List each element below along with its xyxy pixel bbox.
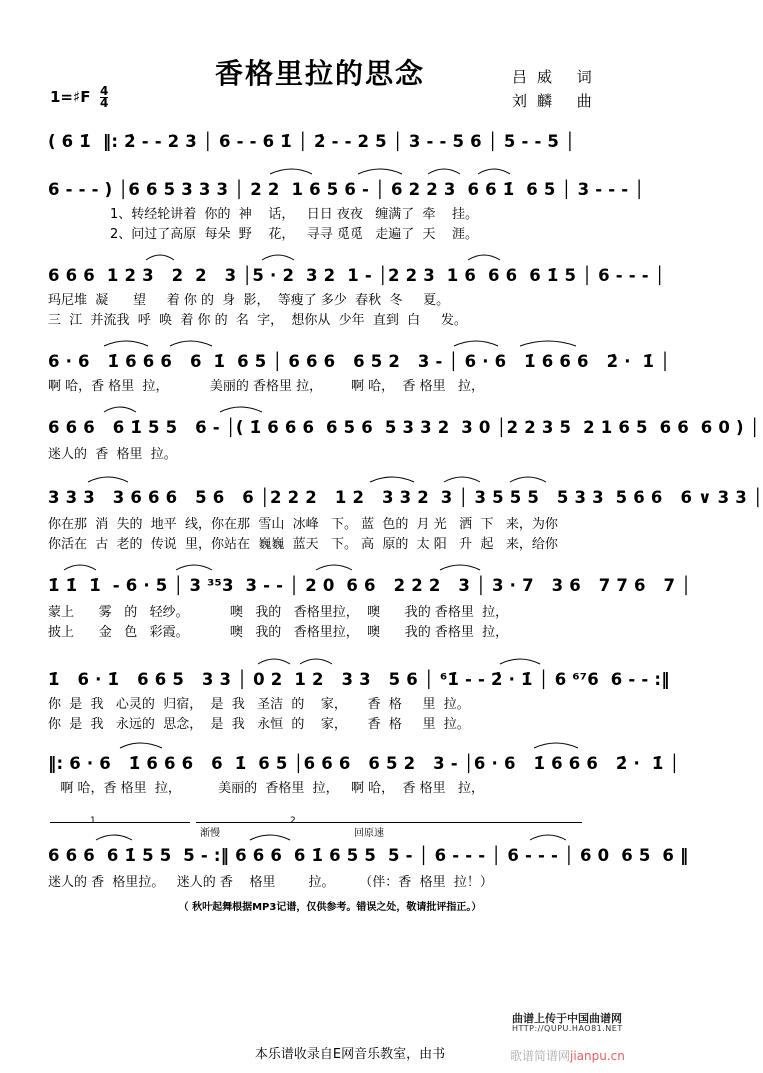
lyric-verse-1: 啊 哈，香 格里 拉， 美丽的 香格里 拉， 啊 哈， 香 格里 拉， [48, 379, 484, 394]
lyric-verse-1: 蒙上 雾 的 轻纱。 噢 我的 香格里拉， 噢 我的 香格里 拉， [48, 605, 509, 620]
watermark-site [510, 1047, 625, 1064]
composer-credit: 刘麟 曲 [512, 92, 602, 110]
tempo-ritardando: 渐慢 [200, 828, 220, 839]
first-ending-label: 1 [90, 816, 96, 826]
meter-top: 4 [100, 84, 109, 98]
slur-mark [258, 659, 290, 664]
slur-mark [444, 477, 480, 482]
watermark-site-url: jianpu.cn [570, 1049, 625, 1063]
slur-mark [520, 341, 576, 346]
slur-mark [530, 835, 566, 840]
lyric-verse-1: 迷人的 香 格里 拉。 [48, 447, 177, 462]
watermark-upload: 曲谱上传于中国曲谱网 [512, 1012, 622, 1025]
slur-mark [250, 835, 290, 840]
notation-line: 3 3 3 3 6 6 6 5 6 6 │2 2 2 1 2 3 3 2 3 │ 3 5 5 5 5 3 3 5 6 6 6 ∨ 3 3 │ [48, 488, 763, 507]
notation-line: 6 6 6 1 2 3 2 2 3 │5 · 2 3 2 1 - │2 2 3 1 6 6 6 6 1̇ 5 │ 6 - - - │ [48, 266, 665, 285]
slur-mark [478, 169, 510, 174]
lyric-verse-2: 2、问过了高原 每朵 野 花， 寻寻 觅觅 走遍了 天 涯。 [48, 227, 479, 242]
watermark-url: HTTP://QUPU.HAO81.NET [512, 1024, 623, 1033]
slur-mark [370, 477, 414, 482]
slur-mark [510, 477, 546, 482]
slur-mark [176, 565, 212, 570]
slur-mark [262, 255, 294, 260]
slur-mark [120, 743, 162, 748]
lyric-verse-2: 披上 金 色 彩霞。 噢 我的 香格里拉， 噢 我的 香格里 拉， [48, 625, 509, 640]
slur-mark [428, 169, 460, 174]
lyric-verse-1: 玛尼堆 凝 望 着 你 的 身 影， 等瘦了 多少 春秋 冬 夏。 [48, 293, 450, 308]
slur-mark [64, 565, 96, 570]
lyric-verse-1: 啊 哈，香 格里 拉， 美丽的 香格里 拉， 啊 哈， 香 格里 拉， [48, 781, 484, 796]
lyric-verse-2: 你活在 古 老的 传说 里，你站在 巍巍 蓝天 下。 高 原的 太 阳 升 起 来，给你 [48, 537, 558, 552]
lyric-verse-2: 三 江 并流我 呼 唤 着 你 的 名 字， 想你从 少年 直到 白 发。 [48, 313, 467, 328]
transcription-note: （ 秋叶起舞根据MP3记谱，仅供参考。错误之处，敬请批评指正。） [178, 902, 482, 913]
lyric-verse-1: 你在那 消 失的 地平 线，你在那 雪山 冰峰 下。 蓝 色的 月 光 洒 下 来，为你 [48, 517, 558, 532]
slur-mark [440, 565, 480, 570]
notation-line: 6 6 6 6 1̇ 5 5 5 - :‖ 6 6 6 6 1̇ 6 5 5 5 - │ 6 - - - │ 6 - - - │ 6 0 6 5 6 ‖ [48, 846, 689, 865]
notation-line: 1̇ 6 · 1̇ 6 6 5 3 3 │ 0 2 1 2 3 3 5 6 │ ⁶1̇ - - 2̇ · 1̇ │ 6 ⁶⁷6 6 - - :‖ [48, 670, 670, 689]
slur-mark [270, 169, 312, 174]
slur-mark [358, 169, 402, 174]
watermark-site-name: 歌谱简谱网 [510, 1049, 571, 1063]
slur-mark [104, 407, 136, 412]
song-title: 香格里拉的思念 [214, 57, 425, 90]
slur-mark [96, 835, 132, 840]
slur-mark [104, 341, 148, 346]
notation-line: 6 · 6 1̇ 6 6 6 6 1̇ 6 5 │ 6 6 6 6 5 2 3 - │ 6 · 6 1̇ 6 6 6 2̇ · 1̇ │ [48, 352, 671, 371]
meter-bottom: 4 [100, 96, 109, 110]
slur-mark [468, 255, 500, 260]
slur-mark [300, 659, 332, 664]
lyric-verse-1: 1、转经轮讲着 你的 神 话， 日日 夜夜 缠满了 牵 挂。 [48, 207, 479, 222]
notation-line: 6 - - - ) │6 6 5 3 3 3 │ 2 2 1 6 5 6 - │ 6 2 2 3 6 6 1̇ 6 5 │ 3 - - - │ [48, 180, 645, 199]
slur-mark [170, 341, 212, 346]
notation-line: 6 6 6 6 1̇ 5 5 6 - │( 1̇ 6 6 6 6 5 6 5 3 3 2 3 0 │2 2 3 5 2 1 6 5 6 6 6 0 ) │ [48, 418, 760, 437]
second-ending-label: 2 [290, 816, 296, 826]
first-ending-bracket [50, 816, 190, 831]
slur-mark [534, 743, 578, 748]
tempo-a-tempo: 回原速 [354, 828, 384, 839]
key-signature: 1=♯F [50, 88, 91, 106]
source-credit: 本乐谱收录自E网音乐教室，由书 [254, 1047, 446, 1062]
lyricist-credit: 吕威 词 [512, 68, 602, 86]
slur-mark [316, 565, 352, 570]
slur-mark [220, 407, 262, 412]
second-ending-bracket [196, 816, 582, 831]
time-signature [100, 86, 108, 109]
notation-line: ( 6 1̇ ‖: 2̇ - - 2 3 │ 6 - - 6 1̇ │ 2̇ - - 2 5 │ 3 - - 5 6 │ 5 - - 5 │ [48, 132, 576, 151]
lyric-verse-1: 你 是 我 心灵的 归宿， 是 我 圣洁 的 家， 香 格 里 拉。 [48, 697, 470, 712]
slur-mark [454, 341, 498, 346]
slur-mark [146, 255, 174, 260]
lyric-verse-2: 你 是 我 永远的 思念， 是 我 永恒 的 家， 香 格 里 拉。 [48, 717, 470, 732]
notation-line: 1̇ 1̇ 1̇ - 6 · 5 │ 3 ³⁵3 3 - - │ 2 0 6 6 2 2 2 3 │ 3 · 7 3 6 7 7 6 7 │ [48, 576, 692, 595]
slur-mark [500, 659, 540, 664]
notation-line: ‖: 6 · 6 1̇ 6 6 6 6 1̇ 6 5 │6 6 6 6 5 2 3 - │6 · 6 1̇ 6 6 6 2̇ · 1̇ │ [48, 754, 680, 773]
lyric-verse-1: 迷人的 香 格里拉。 迷人的 香 格里 拉。 （伴：香 格里 拉！） [48, 875, 493, 890]
slur-mark [88, 477, 128, 482]
